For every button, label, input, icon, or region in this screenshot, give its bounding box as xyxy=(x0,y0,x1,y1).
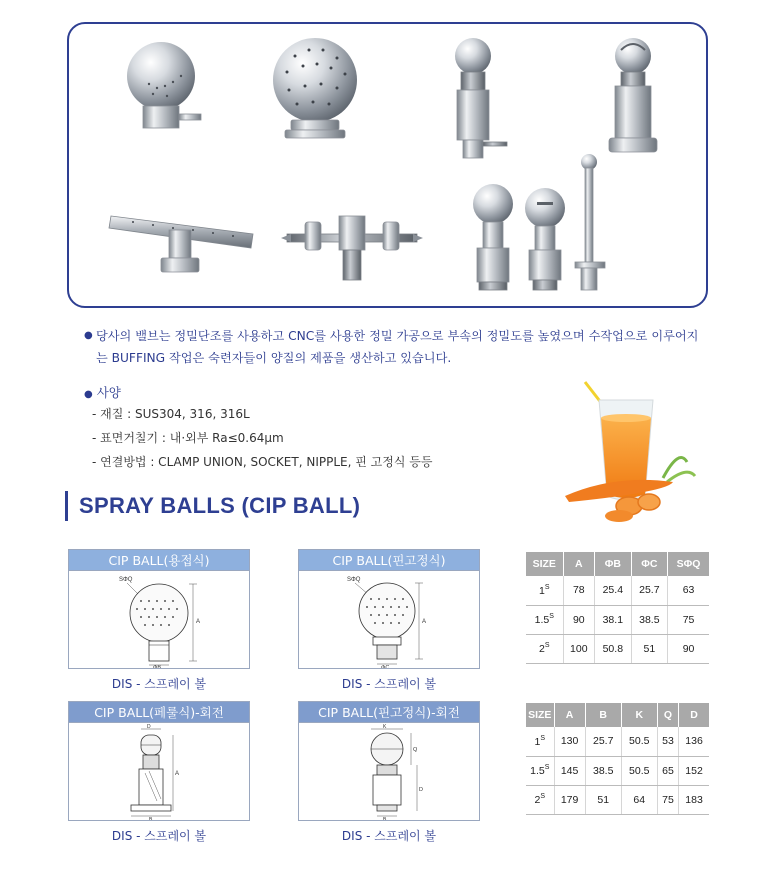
spec-table-fixed xyxy=(526,552,709,664)
diagram-card-ferrule-rotary xyxy=(68,701,250,844)
size-cell: $1^S$ xyxy=(526,727,554,756)
diagram-label-d: D xyxy=(419,787,423,793)
diagram-card-pin-rotary xyxy=(298,701,480,844)
rotary-spray-head-photo-1 xyxy=(439,36,519,164)
spray-tube-photo xyxy=(103,198,263,282)
diagram-card-welded xyxy=(68,549,250,692)
diagram-label-q: Q xyxy=(413,747,418,753)
diagram-label-a: A xyxy=(175,771,180,777)
table-cell: 75 xyxy=(657,785,678,814)
spray-ball-photo-2 xyxy=(265,36,365,144)
table-cell: 183 xyxy=(679,785,709,814)
table-cell: 100 xyxy=(563,634,595,663)
spec-table-rotary xyxy=(526,703,709,815)
card-title: CIP BALL(페룰식)-회전 xyxy=(69,702,249,723)
diagram-label-a: A xyxy=(422,619,427,625)
table-header: K xyxy=(621,703,657,727)
size-cell: $1.5^S$ xyxy=(526,605,563,634)
table-row xyxy=(526,756,709,785)
rotary-nozzle-photo xyxy=(277,204,427,290)
table-cell: 38.5 xyxy=(585,756,621,785)
table-row xyxy=(526,634,709,663)
juice-glass-image xyxy=(555,378,697,524)
table-cell: 145 xyxy=(554,756,585,785)
table-cell: 152 xyxy=(679,756,709,785)
card-caption: DIS - 스프레이 볼 xyxy=(341,829,437,843)
table-header: ΦB xyxy=(595,552,632,576)
table-cell: 65 xyxy=(657,756,678,785)
diagram-label-a: A xyxy=(196,619,201,625)
spray-lance-photo xyxy=(571,152,611,296)
table-cell: 90 xyxy=(668,634,709,663)
card-title: CIP BALL(핀고정식) xyxy=(299,550,479,571)
pin-fixed-cip-ball-diagram xyxy=(299,571,479,669)
table-cell: 75 xyxy=(668,605,709,634)
table-row xyxy=(526,605,709,634)
size-cell: $1^S$ xyxy=(526,576,563,605)
size-cell: $1.5^S$ xyxy=(526,756,554,785)
table-cell: 38.5 xyxy=(631,605,668,634)
table-cell: 38.1 xyxy=(595,605,632,634)
spec-item-connection: - 연결방법 : CLAMP UNION, SOCKET, NIPPLE, 핀 고정식 등등 xyxy=(92,455,433,469)
card-title: CIP BALL(용접식) xyxy=(69,550,249,571)
spec-heading xyxy=(84,383,121,401)
bullet-icon: ● xyxy=(84,389,93,400)
section-title-text: SPRAY BALLS (CIP BALL) xyxy=(79,493,361,518)
card-caption: DIS - 스프레이 볼 xyxy=(111,677,207,691)
diagram-label-b: B xyxy=(383,817,387,821)
table-cell: 25.7 xyxy=(585,727,621,756)
table-row xyxy=(526,727,709,756)
spec-item-roughness: - 표면거칠기 : 내·외부 Ra≤0.64μm xyxy=(92,431,284,445)
table-row xyxy=(526,785,709,814)
table-header: B xyxy=(585,703,621,727)
diagram-label-b: ΦB xyxy=(153,665,162,669)
ferrule-rotary-diagram xyxy=(69,723,249,821)
diagram-card-pin-fixed xyxy=(298,549,480,692)
table-cell: 90 xyxy=(563,605,595,634)
diagram-label-k: K xyxy=(383,724,387,730)
diagram-label-sq: SΦQ xyxy=(119,577,133,583)
product-photo-frame xyxy=(67,22,708,308)
diagram-label-c: ΦC xyxy=(381,665,390,669)
table-cell: 50.8 xyxy=(595,634,632,663)
pin-rotary-diagram xyxy=(299,723,479,821)
table-header: ΦC xyxy=(631,552,668,576)
table-cell: 53 xyxy=(657,727,678,756)
welded-cip-ball-diagram xyxy=(69,571,249,669)
spec-heading-text: 사양 xyxy=(96,385,121,400)
section-title xyxy=(65,490,360,522)
card-caption: DIS - 스프레이 볼 xyxy=(341,677,437,691)
diagram-label-b: B xyxy=(149,817,153,821)
table-cell: 179 xyxy=(554,785,585,814)
table-cell: 64 xyxy=(621,785,657,814)
table-cell: 25.7 xyxy=(631,576,668,605)
card-caption: DIS - 스프레이 볼 xyxy=(111,829,207,843)
table-cell: 51 xyxy=(631,634,668,663)
table-cell: 130 xyxy=(554,727,585,756)
ball-head-stem-photos xyxy=(467,182,575,298)
table-cell: 78 xyxy=(563,576,595,605)
table-cell: 50.5 xyxy=(621,727,657,756)
bullet-icon: ● xyxy=(84,330,93,341)
size-cell: $2^S$ xyxy=(526,785,554,814)
table-cell: 50.5 xyxy=(621,756,657,785)
card-title: CIP BALL(핀고정식)-회전 xyxy=(299,702,479,723)
diagram-label-d: D xyxy=(147,724,151,730)
spec-list xyxy=(92,402,432,474)
table-cell: 136 xyxy=(679,727,709,756)
rotary-spray-head-photo-2 xyxy=(593,36,673,164)
table-header: A xyxy=(563,552,595,576)
product-description xyxy=(84,325,704,369)
table-header: SIZE xyxy=(526,703,554,727)
table-cell: 51 xyxy=(585,785,621,814)
diagram-label-sq: SΦQ xyxy=(347,577,361,583)
table-header: A xyxy=(554,703,585,727)
table-header: SIZE xyxy=(526,552,563,576)
table-header: Q xyxy=(657,703,678,727)
table-row xyxy=(526,576,709,605)
spray-ball-photo-1 xyxy=(119,38,209,138)
description-text: 당사의 밸브는 정밀단조를 사용하고 CNC를 사용한 정밀 가공으로 부속의 정밀도를 높였으며 수작업으로 이루어지는 BUFFING 작업은 숙련자들이 양질의 제품을 생산하고 있습니다. xyxy=(96,329,699,365)
spec-item-material: - 재질 : SUS304, 316, 316L xyxy=(92,407,250,421)
table-header: D xyxy=(679,703,709,727)
size-cell: $2^S$ xyxy=(526,634,563,663)
table-header: SΦQ xyxy=(668,552,709,576)
section-title-bar xyxy=(65,491,68,521)
table-cell: 25.4 xyxy=(595,576,632,605)
table-cell: 63 xyxy=(668,576,709,605)
